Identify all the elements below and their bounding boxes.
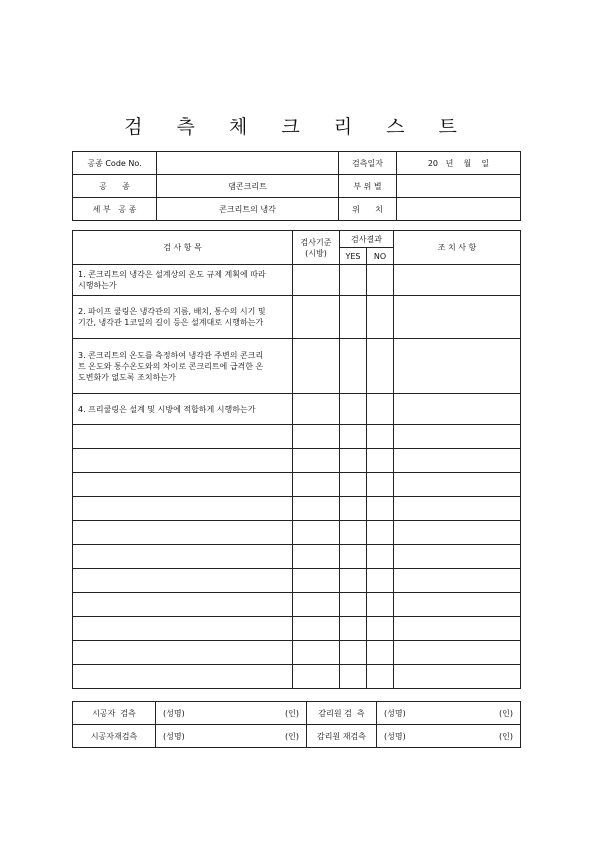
yes-cell[interactable] — [340, 473, 367, 497]
standard-cell[interactable] — [293, 497, 340, 521]
action-cell[interactable] — [394, 545, 521, 569]
table-row — [73, 521, 521, 545]
location-label: 위 치 — [339, 198, 397, 221]
yes-cell[interactable] — [340, 593, 367, 617]
standard-cell[interactable] — [293, 641, 340, 665]
standard-cell[interactable] — [293, 296, 340, 339]
standard-cell[interactable] — [293, 425, 340, 449]
no-cell[interactable] — [367, 394, 394, 425]
standard-cell[interactable] — [293, 394, 340, 425]
yes-cell[interactable] — [340, 339, 367, 394]
standard-cell[interactable] — [293, 617, 340, 641]
no-cell[interactable] — [367, 473, 394, 497]
table-row — [73, 569, 521, 593]
yes-cell[interactable] — [340, 641, 367, 665]
table-row — [73, 296, 521, 339]
no-cell[interactable] — [367, 569, 394, 593]
item-cell[interactable] — [73, 569, 293, 593]
code-value[interactable] — [157, 152, 339, 175]
no-cell[interactable] — [367, 265, 394, 296]
item-cell[interactable] — [73, 593, 293, 617]
item-cell[interactable] — [73, 617, 293, 641]
action-cell[interactable] — [394, 521, 521, 545]
no-cell[interactable] — [367, 665, 394, 689]
work-value[interactable]: 댐콘크리트 — [157, 175, 339, 198]
action-cell[interactable] — [394, 296, 521, 339]
table-row — [73, 665, 521, 689]
action-cell[interactable] — [394, 473, 521, 497]
yes-cell[interactable] — [340, 545, 367, 569]
item-header: 검 사 항 목 — [73, 231, 293, 265]
standard-header — [293, 231, 340, 265]
standard-cell[interactable] — [293, 339, 340, 394]
action-header: 조 치 사 항 — [394, 231, 521, 265]
standard-cell[interactable] — [293, 569, 340, 593]
contractor-inspection-label: 시공자 검측 — [73, 702, 156, 725]
sign-name-prefix: (성명) — [163, 731, 185, 741]
action-cell[interactable] — [394, 339, 521, 394]
table-row — [73, 545, 521, 569]
supervisor-inspection-sign[interactable] — [377, 702, 521, 725]
supervisor-inspection-label: 감리원 검 측 — [307, 702, 377, 725]
standard-cell[interactable] — [293, 473, 340, 497]
yes-cell[interactable] — [340, 665, 367, 689]
yes-cell[interactable] — [340, 265, 367, 296]
date-label: 검측일자 — [339, 152, 397, 175]
no-cell[interactable] — [367, 339, 394, 394]
part-label: 부 위 별 — [339, 175, 397, 198]
standard-cell[interactable] — [293, 265, 340, 296]
page-title: 검 측 체 크 리 스 트 — [124, 116, 471, 138]
no-cell[interactable] — [367, 521, 394, 545]
item-cell[interactable] — [73, 545, 293, 569]
yes-cell[interactable] — [340, 296, 367, 339]
standard-cell[interactable] — [293, 545, 340, 569]
date-value[interactable]: 20 년 월 일 — [397, 152, 521, 175]
standard-cell[interactable] — [293, 449, 340, 473]
detail-value[interactable]: 콘크리트의 냉각 — [157, 198, 339, 221]
table-row — [73, 425, 521, 449]
standard-header-line2: (시방) — [305, 248, 327, 258]
table-row — [73, 641, 521, 665]
table-row — [73, 339, 521, 394]
contractor-inspection-sign[interactable] — [156, 702, 307, 725]
action-cell[interactable] — [394, 641, 521, 665]
table-row — [73, 593, 521, 617]
standard-cell[interactable] — [293, 665, 340, 689]
action-cell[interactable] — [394, 617, 521, 641]
standard-header-line1: 검사기준 — [300, 237, 332, 247]
no-cell[interactable] — [367, 296, 394, 339]
no-cell[interactable] — [367, 593, 394, 617]
table-row — [73, 265, 521, 296]
yes-cell[interactable] — [340, 569, 367, 593]
item-cell[interactable] — [73, 665, 293, 689]
item-cell[interactable] — [73, 641, 293, 665]
contractor-reinspection-label: 시공자재검측 — [73, 725, 156, 748]
action-cell[interactable] — [394, 449, 521, 473]
table-row — [73, 449, 521, 473]
yes-cell[interactable] — [340, 617, 367, 641]
sign-name-prefix: (성명) — [163, 708, 185, 718]
result-header: 검사결과 — [340, 231, 394, 248]
supervisor-reinspection-label: 감리원 재검측 — [307, 725, 377, 748]
part-value[interactable] — [397, 175, 521, 198]
item-cell[interactable] — [73, 497, 293, 521]
no-cell[interactable] — [367, 449, 394, 473]
item-cell[interactable] — [73, 521, 293, 545]
table-row — [73, 497, 521, 521]
info-row-code — [73, 152, 521, 175]
no-cell[interactable] — [367, 497, 394, 521]
no-header: NO — [367, 248, 394, 265]
code-label: 공종 Code No. — [73, 152, 157, 175]
signature-table — [72, 701, 521, 748]
item-cell[interactable] — [73, 473, 293, 497]
check-item-2: 2. 파이프 쿨링은 냉각관의 지름, 배치, 통수의 시기 및 기간, 냉각관 1코일의 길이 등은 설계대로 시행하는가 — [73, 296, 293, 339]
signature-row-2 — [73, 725, 521, 748]
check-item-1: 1. 콘크리트의 냉각은 설계상의 온도 규제 계획에 따라 시행하는가 — [73, 265, 293, 296]
sign-name-prefix: (성명) — [384, 731, 406, 741]
action-cell[interactable] — [394, 497, 521, 521]
detail-label: 세 부 공 종 — [73, 198, 157, 221]
contractor-reinspection-sign[interactable] — [156, 725, 307, 748]
work-label: 공 종 — [73, 175, 157, 198]
table-row — [73, 617, 521, 641]
signature-row-1 — [73, 702, 521, 725]
checklist-table — [72, 230, 521, 689]
checklist-header-row — [73, 231, 521, 248]
info-table — [72, 151, 521, 221]
yes-cell[interactable] — [340, 521, 367, 545]
table-row — [73, 394, 521, 425]
action-cell[interactable] — [394, 425, 521, 449]
no-cell[interactable] — [367, 545, 394, 569]
action-cell[interactable] — [394, 665, 521, 689]
action-cell[interactable] — [394, 593, 521, 617]
yes-cell[interactable] — [340, 497, 367, 521]
table-row — [73, 473, 521, 497]
standard-cell[interactable] — [293, 521, 340, 545]
info-row-detail — [73, 198, 521, 221]
check-item-4: 4. 프리쿨링은 설계 및 시방에 적합하게 시행하는가 — [73, 394, 293, 425]
no-cell[interactable] — [367, 641, 394, 665]
info-row-work — [73, 175, 521, 198]
sign-seal-suffix: (인) — [285, 731, 299, 741]
sign-seal-suffix: (인) — [499, 708, 513, 718]
standard-cell[interactable] — [293, 593, 340, 617]
item-cell[interactable] — [73, 449, 293, 473]
yes-cell[interactable] — [340, 449, 367, 473]
no-cell[interactable] — [367, 425, 394, 449]
yes-header: YES — [340, 248, 367, 265]
yes-cell[interactable] — [340, 394, 367, 425]
action-cell[interactable] — [394, 394, 521, 425]
sign-name-prefix: (성명) — [384, 708, 406, 718]
sign-seal-suffix: (인) — [499, 731, 513, 741]
action-cell[interactable] — [394, 265, 521, 296]
check-item-3: 3. 콘크리트의 온도를 측정하여 냉각관 주변의 콘크리트 온도와 통수온도와의 차이로 콘크리트에 급격한 온도변화가 없도록 조치하는가 — [73, 339, 293, 394]
location-value[interactable] — [397, 198, 521, 221]
sign-seal-suffix: (인) — [285, 708, 299, 718]
item-cell[interactable] — [73, 425, 293, 449]
supervisor-reinspection-sign[interactable] — [377, 725, 521, 748]
action-cell[interactable] — [394, 569, 521, 593]
no-cell[interactable] — [367, 617, 394, 641]
yes-cell[interactable] — [340, 425, 367, 449]
